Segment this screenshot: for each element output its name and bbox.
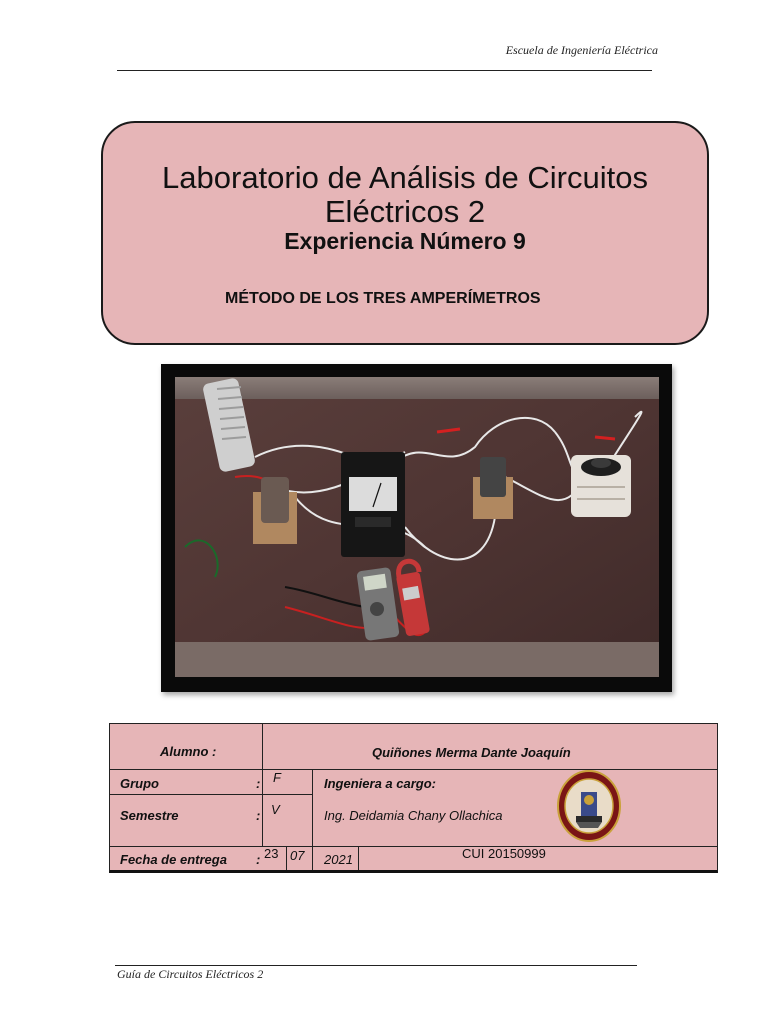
method-title: MÉTODO DE LOS TRES AMPERÍMETROS	[225, 290, 541, 307]
semester-colon: :	[256, 808, 261, 823]
table-divider	[358, 846, 359, 870]
table-divider	[110, 794, 312, 795]
student-label: Alumno :	[160, 744, 217, 759]
date-day: 23	[264, 846, 279, 861]
title-box	[101, 121, 709, 345]
analog-meter	[341, 452, 405, 557]
footer-guide: Guía de Circuitos Eléctricos 2	[117, 967, 264, 981]
table-divider	[110, 846, 717, 847]
page-title	[103, 161, 707, 229]
table-divider	[286, 846, 287, 870]
lab-circuit-photo	[175, 377, 659, 677]
date-colon: :	[256, 852, 261, 867]
group-label: Grupo	[120, 776, 159, 791]
table-divider	[262, 724, 263, 847]
footer-divider	[115, 965, 637, 966]
title-line2: Eléctricos 2	[324, 194, 486, 229]
lab-photo-frame	[161, 364, 672, 692]
variac	[571, 455, 631, 517]
student-name: Quiñones Merma Dante Joaquín	[372, 745, 571, 760]
header-school: Escuela de Ingeniería Eléctrica	[505, 43, 658, 57]
engineer-label: Ingeniera a cargo:	[324, 776, 436, 791]
semester-label: Semestre	[120, 808, 179, 823]
group-value: F	[273, 770, 281, 785]
experience-number: Experiencia Número 9	[284, 228, 526, 254]
date-year: 2021	[324, 852, 353, 867]
group-colon: :	[256, 776, 261, 791]
table-divider	[110, 769, 717, 770]
semester-value: V	[271, 802, 280, 817]
cui-number: CUI 20150999	[462, 846, 546, 861]
title-line1: Laboratorio de Análisis de Circuitos	[162, 160, 648, 195]
date-month: 07	[290, 848, 305, 863]
engineer-name: Ing. Deidamia Chany Ollachica	[324, 808, 503, 823]
table-divider	[312, 769, 313, 870]
header-divider	[117, 70, 652, 71]
student-info-table	[109, 723, 718, 873]
university-seal-icon	[556, 770, 622, 842]
date-label: Fecha de entrega	[120, 852, 227, 867]
